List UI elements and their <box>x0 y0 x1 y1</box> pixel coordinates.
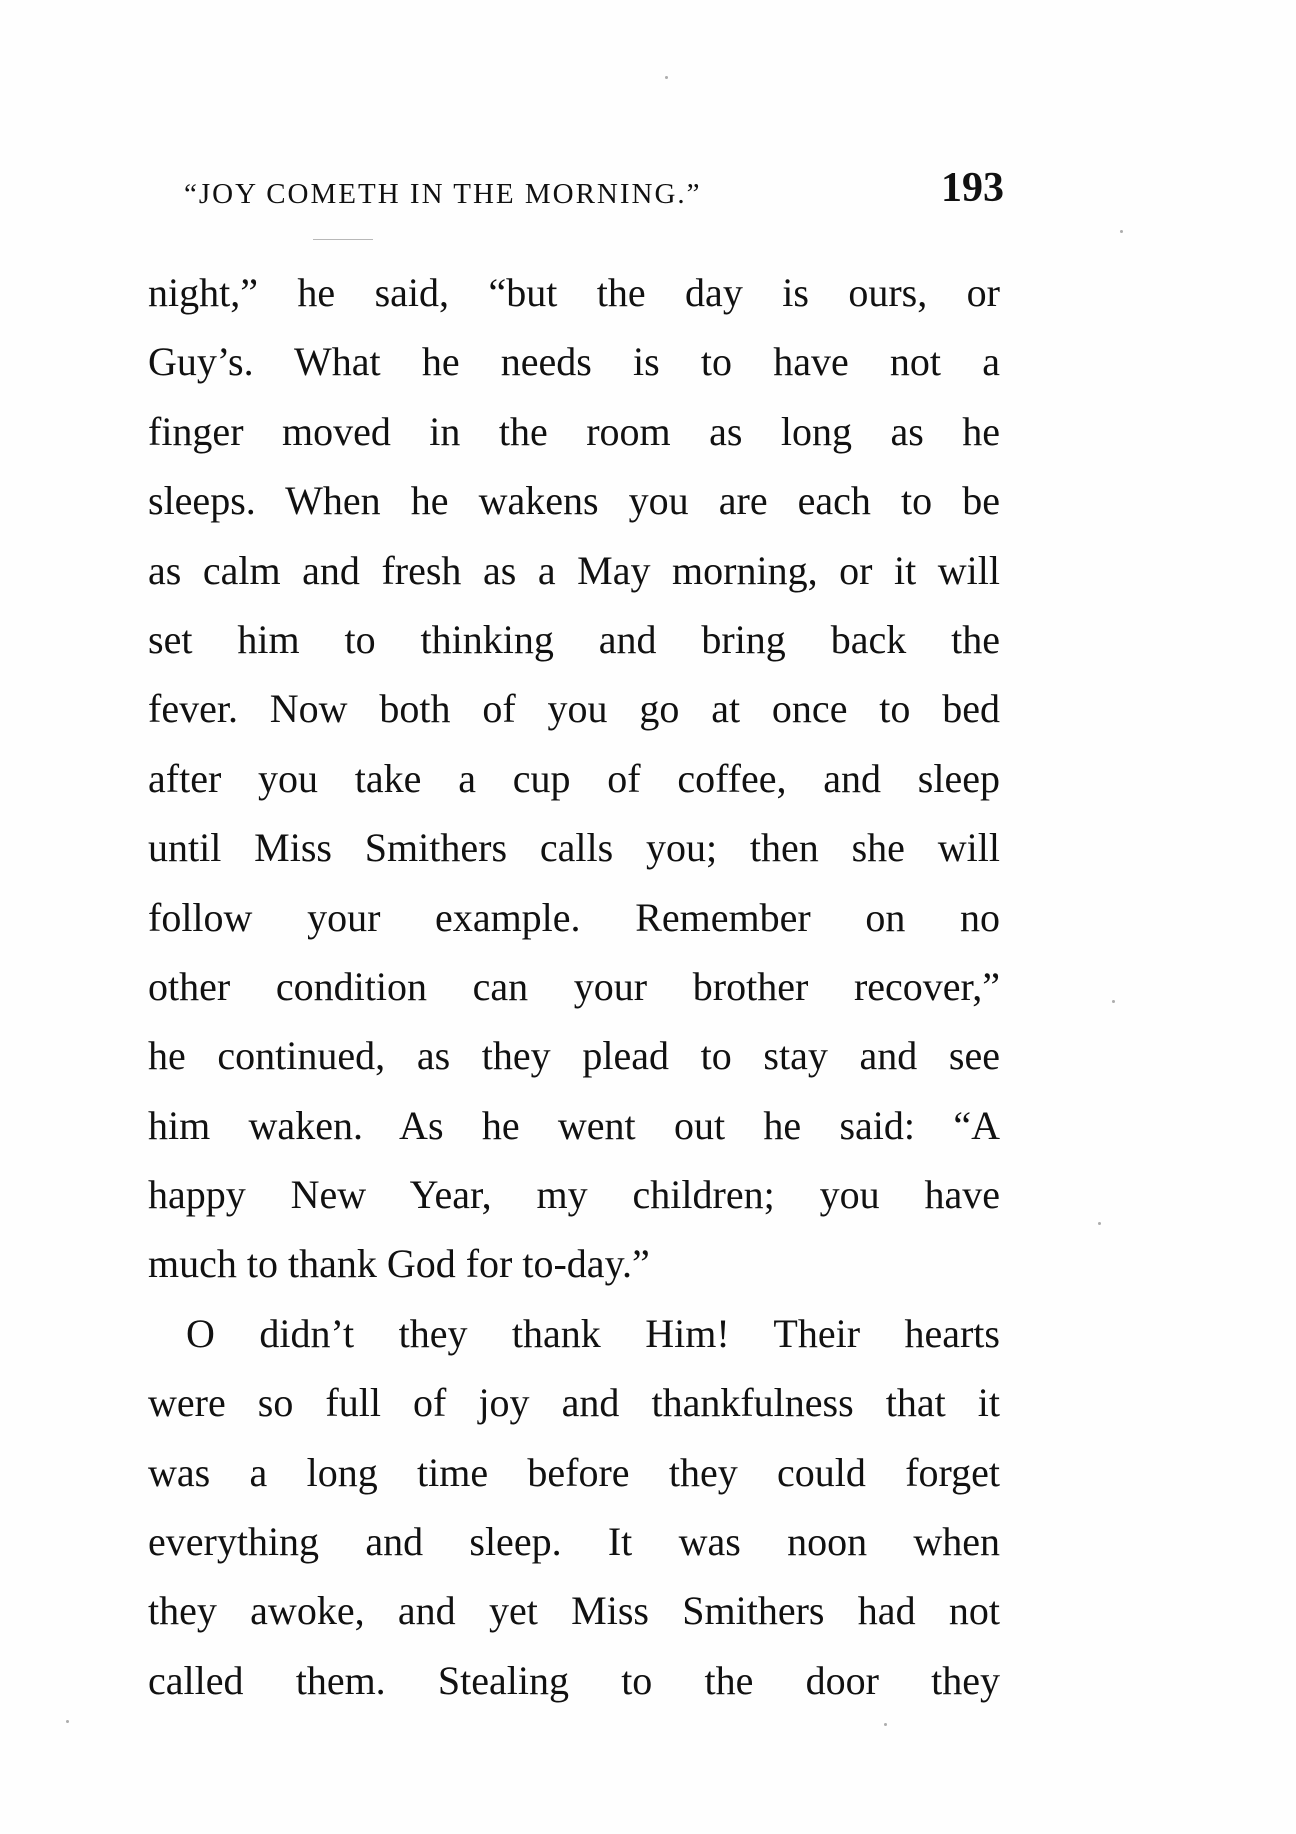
running-title: “JOY COMETH IN THE MORNING.” <box>184 178 702 210</box>
page-number: 193 <box>941 165 1004 211</box>
body-text <box>148 258 1000 1715</box>
text-line: him waken. As he went out he said: “A <box>148 1102 1000 1148</box>
text-line: fever. Now both of you go at once to bed <box>148 686 1000 732</box>
text-line: was a long time before they could forget <box>148 1449 1000 1495</box>
text-line: they awoke, and yet Miss Smithers had not <box>148 1588 1000 1634</box>
paper-speck <box>66 1720 69 1723</box>
text-line: called them. Stealing to the door they <box>148 1657 1000 1703</box>
text-line: other condition can your brother recover,” <box>148 963 1000 1009</box>
text-line: happy New Year, my children; you have <box>148 1172 1000 1218</box>
text-line: set him to thinking and bring back the <box>148 616 1000 662</box>
text-line: he continued, as they plead to stay and see <box>148 1033 1000 1079</box>
text-line: everything and sleep. It was noon when <box>148 1519 1000 1565</box>
header-rule <box>313 239 373 240</box>
text-line: sleeps. When he wakens you are each to be <box>148 478 1000 524</box>
text-line: after you take a cup of coffee, and sleep <box>148 755 1000 801</box>
paper-speck <box>1120 230 1123 233</box>
text-line: finger moved in the room as long as he <box>148 408 1000 454</box>
paper-speck <box>884 1723 887 1726</box>
text-line: follow your example. Remember on no <box>148 894 1000 940</box>
text-line-paragraph-end: much to thank God for to-day.” <box>148 1241 650 1287</box>
text-line: were so full of joy and thankfulness that it <box>148 1380 1000 1426</box>
text-line: as calm and fresh as a May morning, or it will <box>148 547 1000 593</box>
text-line-paragraph-start: O didn’t they thank Him! Their hearts <box>186 1310 1000 1356</box>
paper-speck <box>665 76 668 79</box>
paper-speck <box>1112 1000 1115 1003</box>
text-line: until Miss Smithers calls you; then she will <box>148 825 1000 871</box>
text-line: Guy’s. What he needs is to have not a <box>148 339 1000 385</box>
paper-speck <box>1098 1222 1101 1225</box>
text-line: night,” he said, “but the day is ours, or <box>148 270 1000 315</box>
page-header <box>172 160 1004 220</box>
